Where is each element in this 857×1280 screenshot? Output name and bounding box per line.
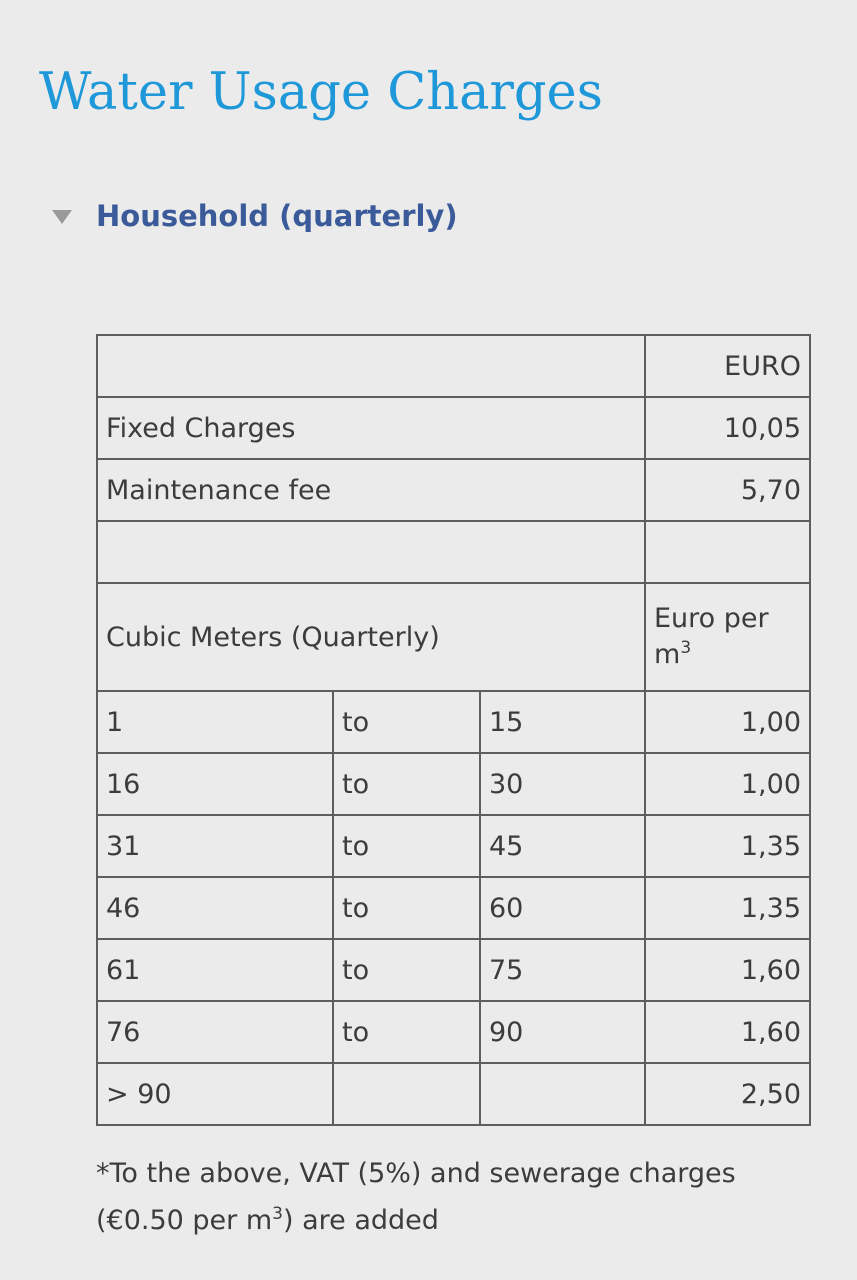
tier-from: 1 — [97, 691, 333, 753]
tier-to: 30 — [480, 753, 645, 815]
table-row — [97, 397, 810, 459]
tier-separator: to — [333, 753, 480, 815]
tier-to: 90 — [480, 1001, 645, 1063]
volume-header: Cubic Meters (Quarterly) — [97, 583, 645, 691]
tier-from: 76 — [97, 1001, 333, 1063]
tier-separator: to — [333, 877, 480, 939]
tier-rate: 1,60 — [645, 939, 810, 1001]
tier-separator: to — [333, 815, 480, 877]
footnote — [96, 1150, 816, 1244]
maintenance-fee-label: Maintenance fee — [97, 459, 645, 521]
tier-to: 75 — [480, 939, 645, 1001]
tier-from: 46 — [97, 877, 333, 939]
tier-separator: to — [333, 1001, 480, 1063]
currency-header: EURO — [645, 335, 810, 397]
tier-rate: 1,35 — [645, 815, 810, 877]
table-cell-empty — [97, 335, 645, 397]
table-cell-empty — [97, 521, 645, 583]
tier-to: 60 — [480, 877, 645, 939]
footnote-line-2 — [96, 1197, 816, 1244]
triangle-down-icon — [52, 210, 72, 224]
household-section-toggle[interactable] — [52, 192, 458, 240]
tier-rate: 1,00 — [645, 691, 810, 753]
tier-separator: to — [333, 939, 480, 1001]
tier-from: 31 — [97, 815, 333, 877]
table-row — [97, 815, 810, 877]
fixed-charges-value: 10,05 — [645, 397, 810, 459]
water-charges-table — [96, 334, 811, 1126]
section-title: Household (quarterly) — [96, 199, 458, 233]
tier-rate: 2,50 — [645, 1063, 810, 1125]
fixed-charges-label: Fixed Charges — [97, 397, 645, 459]
table-row — [97, 459, 810, 521]
tier-rate: 1,35 — [645, 877, 810, 939]
tier-from: > 90 — [97, 1063, 333, 1125]
table-row — [97, 939, 810, 1001]
table-row — [97, 753, 810, 815]
tier-separator: to — [333, 691, 480, 753]
table-row — [97, 1001, 810, 1063]
footnote-line-1: *To the above, VAT (5%) and sewerage charges — [96, 1158, 736, 1189]
tier-to: 15 — [480, 691, 645, 753]
tier-from: 16 — [97, 753, 333, 815]
footnote-line-2-end: ) are added — [282, 1205, 439, 1236]
table-row — [97, 691, 810, 753]
tier-to: 45 — [480, 815, 645, 877]
unit-header — [645, 583, 810, 691]
page-title: Water Usage Charges — [39, 63, 603, 122]
tier-rate: 1,00 — [645, 753, 810, 815]
unit-header-text: Euro per m — [654, 603, 769, 670]
table-spacer-row — [97, 521, 810, 583]
footnote-superscript: 3 — [272, 1204, 283, 1224]
unit-superscript: 3 — [680, 638, 692, 658]
table-cell-empty — [645, 521, 810, 583]
tier-separator — [333, 1063, 480, 1125]
volume-header-row — [97, 583, 810, 691]
tier-from: 61 — [97, 939, 333, 1001]
table-row — [97, 1063, 810, 1125]
table-row — [97, 877, 810, 939]
tier-rate: 1,60 — [645, 1001, 810, 1063]
footnote-line-2-start: (€0.50 per m — [96, 1205, 273, 1236]
maintenance-fee-value: 5,70 — [645, 459, 810, 521]
tier-to — [480, 1063, 645, 1125]
table-header-row — [97, 335, 810, 397]
